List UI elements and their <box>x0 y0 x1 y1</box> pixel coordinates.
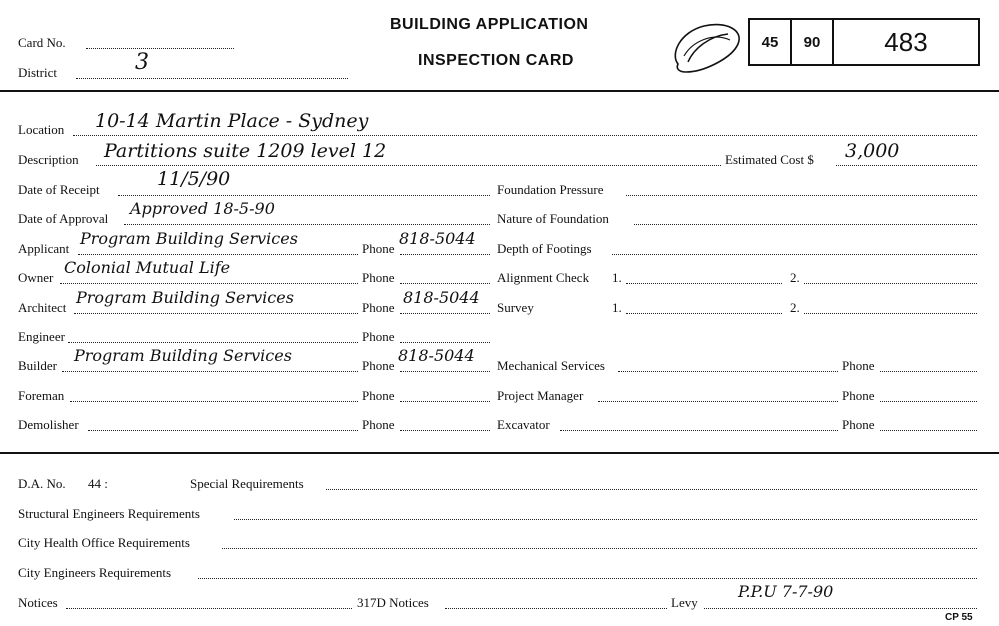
special-field[interactable] <box>326 489 977 490</box>
foreman-field[interactable] <box>70 401 358 402</box>
structural-label: Structural Engineers Requirements <box>18 506 200 521</box>
survey-one-label: 1. <box>612 300 622 315</box>
foreman-phone-field[interactable] <box>400 401 490 402</box>
project-manager-label: Project Manager <box>497 388 584 403</box>
builder-value: Program Building Services <box>74 346 292 365</box>
city-engineers-label: City Engineers Requirements <box>18 565 172 580</box>
applicant-phone-value: 818-5044 <box>399 229 476 248</box>
nature-foundation-field[interactable] <box>634 224 977 225</box>
architect-phone-label: Phone <box>362 300 395 315</box>
notices-317d-label: 317D Notices <box>357 595 429 610</box>
demolisher-phone-field[interactable] <box>400 430 490 431</box>
district-value: 3 <box>135 50 149 75</box>
engineer-phone-field[interactable] <box>400 342 490 343</box>
description-label: Description <box>18 152 79 167</box>
city-engineers-field[interactable] <box>198 578 977 579</box>
demolisher-phone-label: Phone <box>362 417 395 432</box>
title-line2: INSPECTION CARD <box>418 52 574 69</box>
title-line1: BUILDING APPLICATION <box>390 16 589 33</box>
foreman-label: Foreman <box>18 388 65 403</box>
excavator-phone-field[interactable] <box>880 430 977 431</box>
stamp-scribble-icon <box>668 18 748 76</box>
cp-label: CP 55 <box>945 612 973 623</box>
project-manager-field[interactable] <box>598 401 838 402</box>
applicant-field[interactable] <box>78 254 358 255</box>
excavator-field[interactable] <box>560 430 838 431</box>
project-manager-phone-label: Phone <box>842 388 875 403</box>
builder-field[interactable] <box>62 371 358 372</box>
builder-phone-value: 818-5044 <box>398 346 475 365</box>
location-value: 10-14 Martin Place - Sydney <box>95 110 369 132</box>
district-label: District <box>18 65 57 80</box>
location-field[interactable] <box>73 135 977 136</box>
engineer-label: Engineer <box>18 329 65 344</box>
nature-foundation-label: Nature of Foundation <box>497 211 609 226</box>
architect-field[interactable] <box>74 313 358 314</box>
card-no-field[interactable] <box>86 48 234 49</box>
depth-footings-field[interactable] <box>612 254 977 255</box>
survey-label: Survey <box>497 300 534 315</box>
survey-two-field[interactable] <box>804 313 977 314</box>
builder-phone-label: Phone <box>362 358 395 373</box>
owner-value: Colonial Mutual Life <box>64 258 231 277</box>
card-no-label: Card No. <box>18 35 66 50</box>
demolisher-label: Demolisher <box>18 417 79 432</box>
health-field[interactable] <box>222 548 977 549</box>
box-cell-2: 90 <box>792 20 834 64</box>
architect-phone-field[interactable] <box>400 313 490 314</box>
district-field[interactable] <box>76 78 348 79</box>
owner-phone-field[interactable] <box>400 283 490 284</box>
engineer-field[interactable] <box>68 342 358 343</box>
header-rule <box>0 90 999 92</box>
demolisher-field[interactable] <box>88 430 358 431</box>
excavator-label: Excavator <box>497 417 550 432</box>
da-label: D.A. No. <box>18 476 66 491</box>
location-label: Location <box>18 122 65 137</box>
estimated-cost-field[interactable] <box>836 165 977 166</box>
alignment-two-field[interactable] <box>804 283 977 284</box>
da-value: 44 : <box>88 476 108 491</box>
alignment-one-field[interactable] <box>626 283 782 284</box>
notices-label: Notices <box>18 595 58 610</box>
excavator-phone-label: Phone <box>842 417 875 432</box>
architect-phone-value: 818-5044 <box>403 288 480 307</box>
date-approval-label: Date of Approval <box>18 211 109 226</box>
alignment-two-label: 2. <box>790 270 800 285</box>
mechanical-phone-label: Phone <box>842 358 875 373</box>
health-label: City Health Office Requirements <box>18 535 190 550</box>
mechanical-field[interactable] <box>618 371 838 372</box>
date-receipt-label: Date of Receipt <box>18 182 100 197</box>
levy-field[interactable] <box>704 608 977 609</box>
architect-value: Program Building Services <box>76 288 294 307</box>
engineer-phone-label: Phone <box>362 329 395 344</box>
depth-footings-label: Depth of Footings <box>497 241 592 256</box>
owner-phone-label: Phone <box>362 270 395 285</box>
estimated-cost-value: 3,000 <box>845 140 900 162</box>
levy-value: P.P.U 7-7-90 <box>738 582 834 601</box>
applicant-value: Program Building Services <box>80 229 298 248</box>
owner-field[interactable] <box>60 283 358 284</box>
survey-one-field[interactable] <box>626 313 782 314</box>
date-approval-value: Approved 18-5-90 <box>130 199 275 218</box>
description-field[interactable] <box>96 165 721 166</box>
project-manager-phone-field[interactable] <box>880 401 977 402</box>
structural-field[interactable] <box>234 519 977 520</box>
applicant-phone-field[interactable] <box>400 254 490 255</box>
applicant-label: Applicant <box>18 241 70 256</box>
mechanical-phone-field[interactable] <box>880 371 977 372</box>
mechanical-label: Mechanical Services <box>497 358 605 373</box>
date-receipt-value: 11/5/90 <box>157 168 231 190</box>
date-receipt-field[interactable] <box>118 195 490 196</box>
alignment-check-label: Alignment Check <box>497 270 590 285</box>
section-rule <box>0 452 999 454</box>
levy-label: Levy <box>671 595 698 610</box>
owner-label: Owner <box>18 270 54 285</box>
builder-phone-field[interactable] <box>400 371 490 372</box>
estimated-cost-label: Estimated Cost $ <box>725 152 814 167</box>
box-cell-1: 45 <box>750 20 792 64</box>
description-value: Partitions suite 1209 level 12 <box>104 140 387 162</box>
applicant-phone-label: Phone <box>362 241 395 256</box>
notices-field[interactable] <box>66 608 352 609</box>
foreman-phone-label: Phone <box>362 388 395 403</box>
alignment-one-label: 1. <box>612 270 622 285</box>
file-number-box <box>748 18 980 66</box>
foundation-pressure-label: Foundation Pressure <box>497 182 604 197</box>
box-number: 483 <box>884 26 928 57</box>
notices-317d-field[interactable] <box>445 608 667 609</box>
date-approval-field[interactable] <box>124 224 490 225</box>
architect-label: Architect <box>18 300 67 315</box>
builder-label: Builder <box>18 358 57 373</box>
foundation-pressure-field[interactable] <box>626 195 977 196</box>
survey-two-label: 2. <box>790 300 800 315</box>
special-label: Special Requirements <box>190 476 304 491</box>
